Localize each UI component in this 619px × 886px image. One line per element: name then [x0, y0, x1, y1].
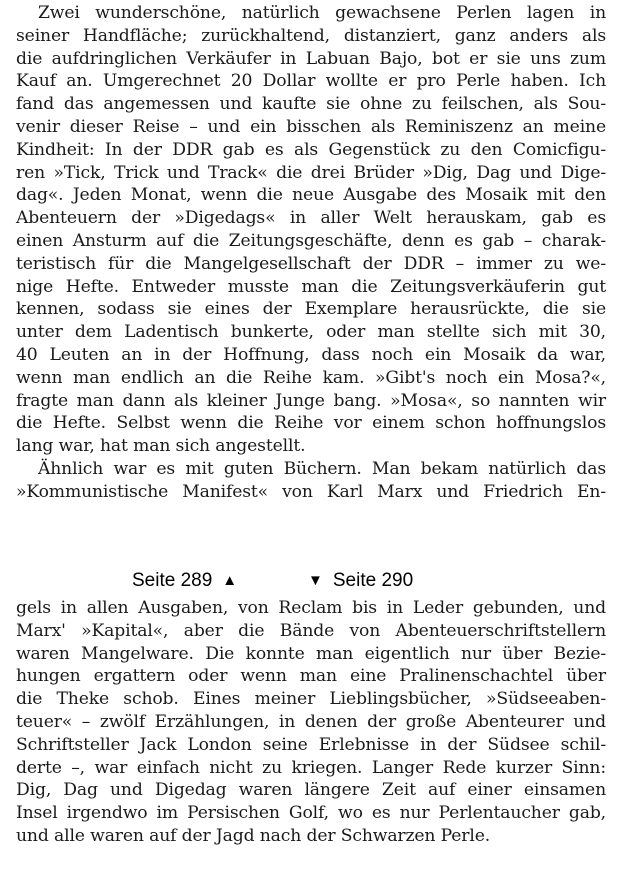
- text-line: die Hefte. Selbst wenn die Reihe vor einem schon hoffnungslos: [16, 413, 606, 434]
- text-line: Dig, Dag und Digedag waren längere Zeit auf einer einsamen: [16, 780, 606, 801]
- text-line: unter dem Ladentisch bunkerte, oder man stellte sich mit 30,: [16, 322, 606, 343]
- text-line: venir dieser Reise – und ein bisschen als Reminiszenz an meine: [16, 116, 606, 137]
- page-290-text: [16, 597, 606, 848]
- text-line: wenn man endlich an die Reihe kam. »Gibt's noch ein Mosa?«,: [16, 367, 606, 388]
- up-arrow-icon: ▲: [222, 572, 238, 589]
- text-line: 40 Leuten an in der Hoffnung, dass noch ein Mosaik da war,: [16, 344, 606, 365]
- page-290-label: Seite 290: [332, 570, 414, 591]
- text-line: fragte man dann als kleiner Junge bang. »Mosa«, so nannten wir: [16, 390, 606, 411]
- text-line: dag«. Jeden Monat, wenn die neue Ausgabe des Mosaik mit den: [16, 185, 606, 206]
- text-line: hungen ergattern oder wenn man eine Pralinenschachtel über: [16, 666, 606, 687]
- text-line: Zwei wunderschöne, natürlich gewachsene Perlen lagen in: [38, 3, 606, 23]
- next-page-marker: [298, 570, 413, 592]
- text-line: Marx' »Kapital«, aber die Bände von Abenteuerschriftstellern: [16, 620, 606, 641]
- text-line: die aufdringlichen Verkäufer in Labuan Bajo, bot er sie uns zum: [16, 48, 606, 69]
- text-line: Kauf an. Umgerechnet 20 Dollar wollte er pro Perle haben. Ich: [16, 71, 606, 92]
- text-line: »Kommunistische Manifest« von Karl Marx und Friedrich En-: [16, 481, 606, 502]
- text-line: die Theke schob. Eines meiner Lieblingsbücher, »Südseeaben-: [16, 689, 606, 710]
- down-arrow-icon: ▼: [308, 572, 323, 589]
- text-line: Ähnlich war es mit guten Büchern. Man bekam natürlich das: [38, 458, 606, 479]
- text-line: und alle waren auf der Jagd nach der Schwarzen Perle.: [16, 825, 491, 846]
- text-line: lang war, hat man sich angestellt.: [16, 436, 306, 457]
- text-line: teuer« – zwölf Erzählungen, in denen der große Abenteurer und: [16, 711, 606, 732]
- page-289-label: Seite 289: [132, 570, 213, 591]
- previous-page-marker: [132, 570, 247, 592]
- text-line: derte –, war einfach nicht zu kriegen. Langer Rede kurzer Sinn:: [16, 757, 606, 778]
- text-line: kennen, sodass sie eines der Exemplare herausrückte, die sie: [16, 299, 606, 320]
- text-line: fand das angemessen und kaufte sie ohne zu feilschen, als Sou-: [16, 94, 606, 115]
- text-line: einen Ansturm auf die Zeitungsgeschäfte, denn es gab – charak-: [16, 230, 606, 251]
- text-line: ren »Tick, Trick und Track« die drei Brüder »Dig, Dag und Dige-: [16, 162, 606, 183]
- text-line: Schriftsteller Jack London seine Erlebnisse in der Südsee schil-: [16, 734, 606, 755]
- text-line: Abenteuern der »Digedags« in aller Welt herauskam, gab es: [16, 208, 606, 229]
- text-line: gels in allen Ausgaben, von Reclam bis in Leder gebunden, und: [16, 598, 606, 618]
- page-break-marker: [0, 568, 619, 594]
- text-line: nige Hefte. Entweder musste man die Zeitungsverkäuferin gut: [16, 276, 606, 297]
- text-line: waren Mangelware. Die konnte man eigentlich nur über Bezie-: [16, 643, 606, 664]
- text-line: seiner Handfläche; zurückhaltend, distanziert, ganz anders als: [16, 25, 606, 46]
- text-line: Insel irgendwo im Persischen Golf, wo es nur Perlentaucher gab,: [16, 803, 606, 824]
- text-line: Kindheit: In der DDR gab es als Gegenstück zu den Comicfigu-: [16, 139, 606, 160]
- text-line: teristisch für die Mangelgesellschaft der DDR – immer zu we-: [16, 253, 606, 274]
- page-289-text: [16, 2, 606, 504]
